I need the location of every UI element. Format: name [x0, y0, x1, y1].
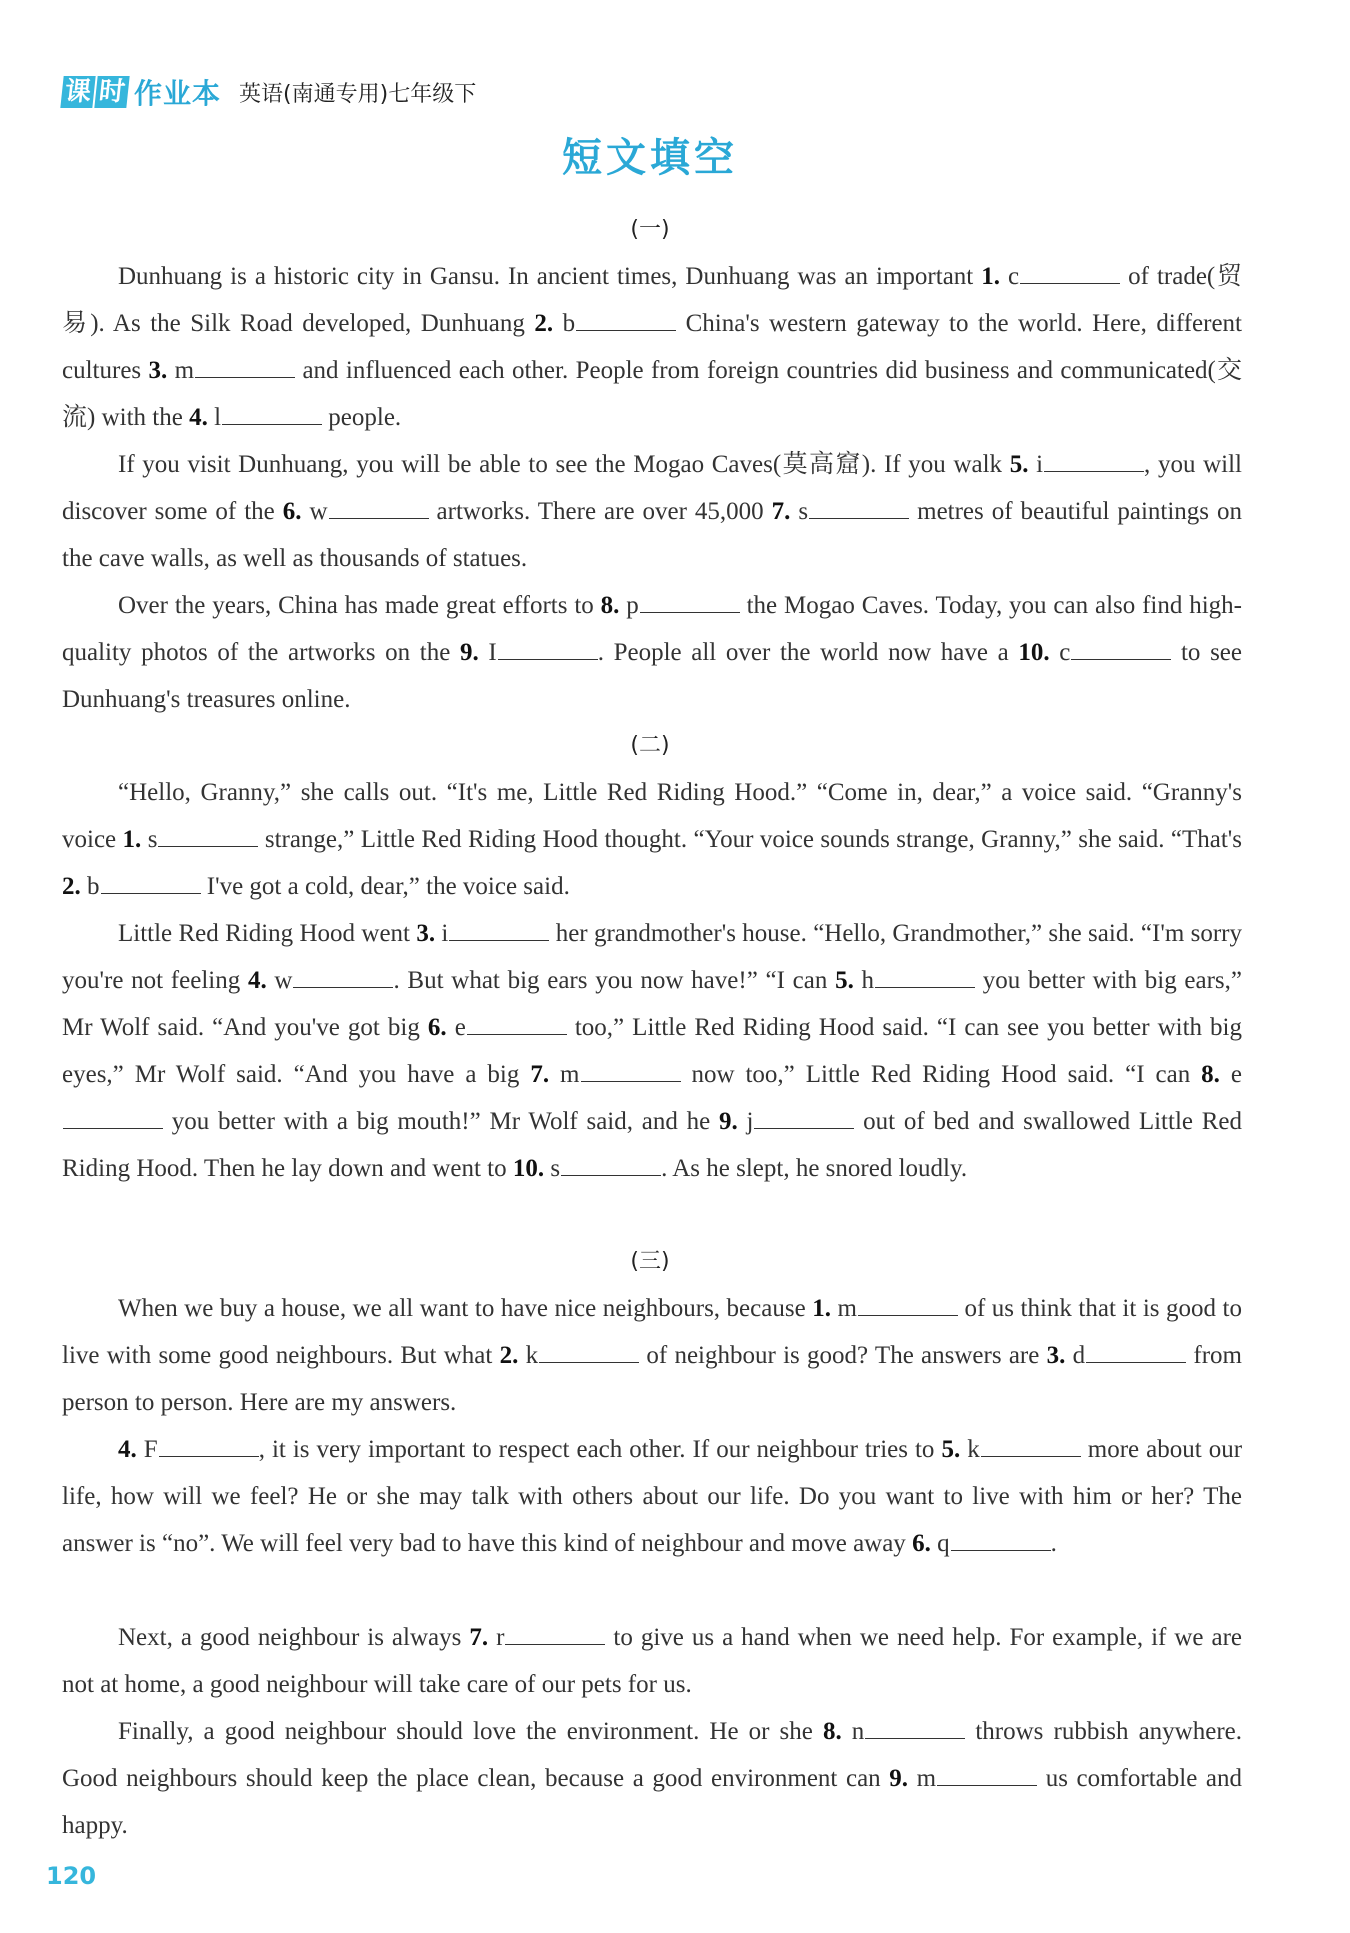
blank-item [1018, 639, 1171, 666]
blank-first-letter: e [454, 1014, 466, 1041]
blank-item [823, 1718, 965, 1745]
blank-item [981, 263, 1120, 290]
blank-item [189, 404, 322, 431]
blank-item [428, 1014, 567, 1041]
blank-item [530, 1061, 680, 1088]
section3-paragraph-3 [62, 1614, 1242, 1708]
blank-number: 2. [62, 873, 87, 900]
paragraph-text: and influenced each other. People from foreign countries did business and communicated(交流) with the [62, 357, 1242, 431]
logo-char-2: 时 [94, 76, 129, 108]
blank-number: 7. [469, 1624, 497, 1651]
page-number: 120 [46, 1862, 97, 1890]
paragraph-text: to give us a hand when we need help. For example, if we are not at home, a good neighbour will take care of our pets for us. [62, 1624, 1243, 1698]
blank-number: 2. [534, 310, 563, 337]
blank-number: 4. [118, 1436, 144, 1463]
blank-first-letter: j [746, 1108, 754, 1135]
blank-number: 9. [718, 1108, 747, 1135]
blank-first-letter: s [550, 1155, 561, 1182]
blank-item [941, 1436, 1080, 1463]
paragraph-text: out of bed and swallowed Little Red Riding Hood. Then he lay down and went to [62, 1108, 1243, 1182]
section3-paragraph-2 [62, 1426, 1242, 1567]
blank-number: 7. [530, 1061, 561, 1088]
subject-label: 英语(南通专用)七年级下 [239, 81, 477, 107]
blank-item [248, 967, 394, 994]
answer-blank[interactable] [101, 867, 201, 894]
paragraph-text: Finally, a good neighbour should love the environment. He or she [118, 1718, 823, 1745]
blank-first-letter: m [560, 1061, 580, 1088]
page-title: 短文填空 [562, 134, 738, 181]
blank-first-letter: k [967, 1436, 980, 1463]
answer-blank[interactable] [293, 961, 393, 988]
answer-blank[interactable] [158, 820, 258, 847]
answer-blank[interactable] [937, 1759, 1037, 1786]
answer-blank[interactable] [449, 914, 549, 941]
paragraph-text: Little Red Riding Hood went [118, 920, 417, 947]
paragraph-text: from person to person. Here are my answers. [62, 1342, 1242, 1416]
blank-first-letter: b [562, 310, 576, 337]
blank-number: 3. [1046, 1342, 1073, 1369]
paragraph-text: you better with big ears,” Mr Wolf said. “And you've got big [62, 967, 1242, 1041]
paragraph-text: of us think that it is good to live with some good neighbours. But what [62, 1295, 1242, 1369]
paragraph-text: . As he slept, he snored loudly. [661, 1155, 968, 1182]
blank-item [534, 310, 676, 337]
blank-item [889, 1765, 1037, 1792]
blank-item [416, 920, 549, 947]
blank-first-letter: r [496, 1624, 505, 1651]
blank-number: 8. [822, 1718, 852, 1745]
blank-first-letter: F [143, 1436, 158, 1463]
blank-first-letter: b [87, 873, 100, 900]
section3-paragraph-1 [62, 1285, 1242, 1426]
blank-item [719, 1108, 854, 1135]
paragraph-text: artworks. There are over 45,000 [428, 498, 772, 525]
blank-first-letter: l [214, 404, 222, 431]
answer-blank[interactable] [539, 1336, 639, 1363]
paragraph-text: . [1050, 1530, 1057, 1557]
answer-blank[interactable] [951, 1524, 1051, 1551]
blank-first-letter: w [274, 967, 293, 994]
blank-number: 10. [1018, 639, 1060, 666]
blank-item [513, 1155, 661, 1182]
answer-blank[interactable] [329, 492, 429, 519]
blank-first-letter: i [441, 920, 449, 947]
blank-number: 9. [889, 1765, 917, 1792]
paragraph-text: her grandmother's house. “Hello, Grandmother,” she said. “I'm sorry you're not feeling [62, 920, 1242, 994]
blank-first-letter: I [488, 639, 497, 666]
blank-first-letter: h [861, 967, 875, 994]
answer-blank[interactable] [195, 351, 295, 378]
blank-first-letter: e [1230, 1061, 1242, 1088]
answer-blank[interactable] [981, 1430, 1081, 1457]
paragraph-text: China's western gateway to the world. Here, different cultures [62, 310, 1243, 384]
answer-blank[interactable] [561, 1149, 661, 1176]
paragraph-text: . But what big ears you now have!” “I can [393, 967, 836, 994]
blank-item [500, 1342, 640, 1369]
answer-blank[interactable] [1086, 1336, 1186, 1363]
answer-blank[interactable] [640, 586, 740, 613]
answer-blank[interactable] [875, 961, 975, 988]
blank-item [1047, 1342, 1187, 1369]
paragraph-text: I've got a cold, dear,” the voice said. [200, 873, 570, 900]
blank-first-letter: q [937, 1530, 950, 1557]
blank-first-letter: c [1008, 263, 1020, 290]
blank-number: 9. [459, 639, 489, 666]
answer-blank[interactable] [159, 1430, 259, 1457]
blank-first-letter: w [309, 498, 328, 525]
answer-blank[interactable] [809, 492, 909, 519]
blank-first-letter: p [626, 592, 639, 619]
blank-item [149, 357, 296, 384]
section1-paragraph-2 [62, 441, 1242, 582]
answer-blank[interactable] [498, 633, 598, 660]
blank-number: 2. [499, 1342, 526, 1369]
answer-blank[interactable] [1071, 633, 1171, 660]
blank-first-letter: s [798, 498, 809, 525]
answer-blank[interactable] [467, 1008, 567, 1035]
paragraph-text: Dunhuang is a historic city in Gansu. In ancient times, Dunhuang was an important [118, 263, 982, 290]
paragraph-text: throws rubbish anywhere. Good neighbours should keep the place clean, because a good environment can [62, 1718, 1242, 1792]
answer-blank[interactable] [858, 1289, 958, 1316]
paragraph-text: of neighbour is good? The answers are [639, 1342, 1047, 1369]
logo-text: 作业本 [134, 77, 222, 110]
paragraph-text: us comfortable and happy. [62, 1765, 1243, 1839]
blank-first-letter: m [837, 1295, 857, 1322]
blank-number: 8. [1201, 1061, 1231, 1088]
blank-item [835, 967, 975, 994]
section-label-3: (三) [630, 1249, 670, 1274]
blank-first-letter: m [916, 1765, 937, 1792]
blank-number: 6. [912, 1530, 938, 1557]
blank-number: 5. [941, 1436, 968, 1463]
paragraph-text: too,” Little Red Riding Hood said. “I can see you better with big eyes,” Mr Wolf said. “And you have a big [62, 1014, 1242, 1088]
paragraph-text: people. [322, 404, 402, 431]
blank-first-letter: i [1036, 451, 1044, 478]
blank-number: 1. [812, 1295, 838, 1322]
blank-number: 1. [981, 263, 1009, 290]
paragraph-text: metres of beautiful paintings on the cave walls, as well as thousands of statues. [62, 498, 1243, 572]
paragraph-text: more about our life, how will we feel? He or she may talk with others about our life. Do you want to live with him or her? The answer is “no”. We will feel very bad to have this kind of neighbour and move away [62, 1436, 1243, 1557]
paragraph-text: , it is very important to respect each other. If our neighbour tries to [258, 1436, 942, 1463]
blank-item [812, 1295, 958, 1322]
paragraph-text: When we buy a house, we all want to have nice neighbours, because [118, 1295, 813, 1322]
paragraph-text: Over the years, China has made great efforts to [118, 592, 601, 619]
paragraph-text: If you visit Dunhuang, you will be able to see the Mogao Caves(莫高窟). If you walk [118, 451, 1010, 478]
blank-item [123, 826, 259, 853]
section1-paragraph-1 [62, 253, 1242, 441]
blank-first-letter: s [147, 826, 158, 853]
blank-item [601, 592, 740, 619]
blank-number: 4. [247, 967, 275, 994]
section2-paragraph-2 [62, 910, 1242, 1192]
paragraph-text: you better with a big mouth!” Mr Wolf said, and he [163, 1108, 719, 1135]
section-label-1: (一) [630, 217, 670, 242]
section3-paragraph-4 [62, 1708, 1242, 1849]
blank-number: 6. [282, 498, 310, 525]
blank-first-letter: d [1072, 1342, 1086, 1369]
blank-number: 7. [771, 498, 799, 525]
logo-char-1: 课 [60, 76, 95, 108]
blank-item [1010, 451, 1144, 478]
logo [62, 72, 221, 112]
paragraph-text: the Mogao Caves. Today, you can also find high-quality photos of the artworks on the [62, 592, 1242, 666]
blank-number: 10. [512, 1155, 551, 1182]
blank-number: 6. [427, 1014, 455, 1041]
answer-blank[interactable] [222, 398, 322, 425]
answer-blank[interactable] [63, 1102, 163, 1129]
section1-paragraph-3 [62, 582, 1242, 723]
section-label-2: (二) [630, 733, 670, 758]
paragraph-text: “Hello, Granny,” she calls out. “It's me, Little Red Riding Hood.” “Come in, dear,” a voice said. “Granny's voice [62, 779, 1242, 853]
blank-number: 4. [189, 404, 215, 431]
paragraph-text: of trade(贸易). As the Silk Road developed, Dunhuang [62, 263, 1242, 337]
answer-blank[interactable] [1044, 445, 1144, 472]
blank-item [460, 639, 598, 666]
paragraph-text: , you will discover some of the [62, 451, 1242, 525]
blank-item [283, 498, 429, 525]
blank-number: 8. [600, 592, 627, 619]
blank-item [118, 1436, 259, 1463]
blank-item [912, 1530, 1051, 1557]
answer-blank[interactable] [505, 1618, 605, 1645]
answer-blank[interactable] [576, 304, 676, 331]
paragraph-text: to see Dunhuang's treasures online. [62, 639, 1242, 713]
section2-paragraph-1 [62, 769, 1242, 910]
blank-number: 5. [835, 967, 862, 994]
paragraph-text: now too,” Little Red Riding Hood said. “I can [680, 1061, 1202, 1088]
blank-item [469, 1624, 605, 1651]
paragraph-text: Next, a good neighbour is always [118, 1624, 470, 1651]
answer-blank[interactable] [581, 1055, 681, 1082]
header [62, 74, 476, 110]
blank-first-letter: m [174, 357, 195, 384]
paragraph-text: . People all over the world now have a [597, 639, 1019, 666]
blank-first-letter: k [525, 1342, 539, 1369]
paragraph-text: strange,” Little Red Riding Hood thought. “Your voice sounds strange, Granny,” she said. “That's [258, 826, 1243, 853]
blank-number: 3. [148, 357, 175, 384]
answer-blank[interactable] [754, 1102, 854, 1129]
blank-item [772, 498, 909, 525]
blank-number: 1. [122, 826, 148, 853]
blank-number: 3. [416, 920, 442, 947]
blank-number: 5. [1009, 451, 1037, 478]
blank-item [62, 873, 201, 900]
answer-blank[interactable] [1020, 257, 1120, 284]
answer-blank[interactable] [865, 1712, 965, 1739]
blank-first-letter: c [1059, 639, 1071, 666]
blank-first-letter: n [851, 1718, 865, 1745]
